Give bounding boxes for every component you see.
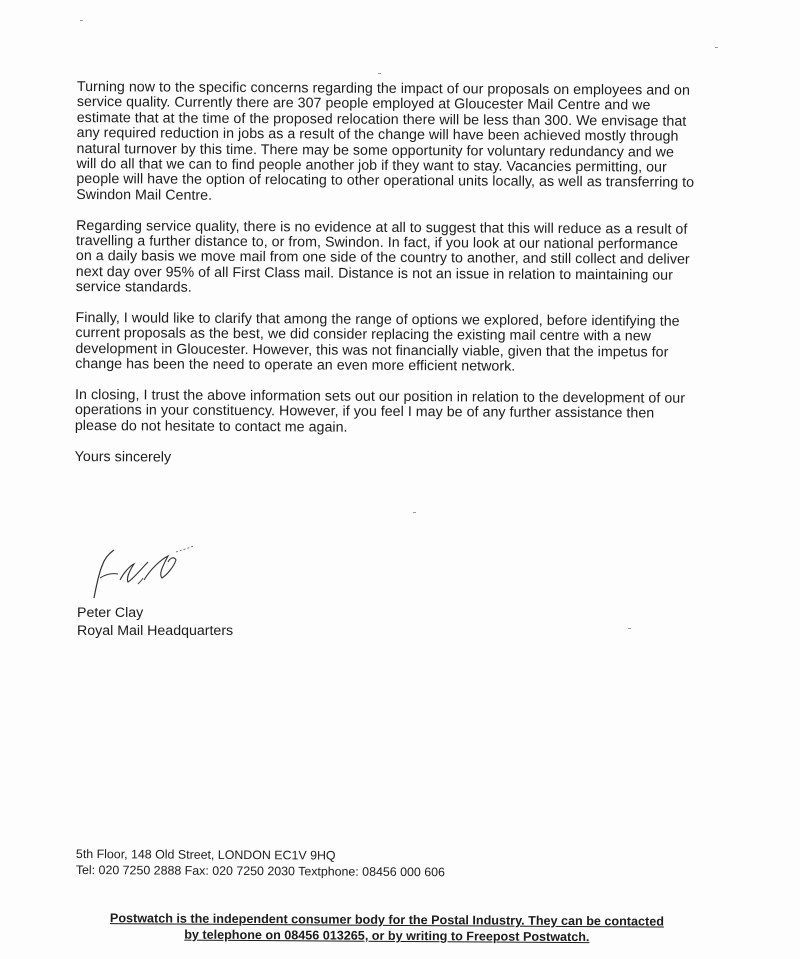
postwatch-note (82, 910, 692, 946)
paragraph-closing: In closing, I trust the above information sets out our position in relation to the development of our operations in your constituency. However, if you feel I may be of any further assistance then please do not hesitate to contact me again. (74, 387, 686, 436)
paragraph-options: Finally, I would like to clarify that among the range of options we explored, before identifying the current proposals as the best, we did consider replacing the existing mail centre with a new development in Gloucester. However, this was not financially viable, given that the impetus for change has been the need to operate an even more efficient network. (75, 310, 680, 375)
handwritten-signature (80, 540, 200, 602)
postwatch-note-line-2: by telephone on 08456 013265, or by writing to Freepost Postwatch. (184, 927, 590, 945)
paragraph-employees: Turning now to the specific concerns regarding the impact of our proposals on employees and on service quality. Currently there are 307 people employed at Gloucester Mail Centre and we estimate that at the time of the proposed relocation there will be less than 300. We envisage that any required reduction in jobs as a result of the change will have been achieved mostly through natural turnover by this time. There may be some opportunity for voluntary redundancy and we will do all that we can to find people another job if they want to stay. Vacancies permitting, our people will have the option of relocating to other operational units locally, as well as transferring to Swindon Mail Centre. (76, 79, 695, 204)
signer-name: Peter Clay (77, 605, 144, 621)
scan-speck (80, 20, 83, 21)
signer-organisation: Royal Mail Headquarters (77, 623, 234, 639)
footer-contact: Tel: 020 7250 2888 Fax: 020 7250 2030 Textphone: 08456 000 606 (75, 862, 445, 880)
postwatch-note-line-1: Postwatch is the independent consumer body for the Postal Industry. They can be contacted (109, 911, 664, 929)
scan-speck (413, 512, 416, 513)
signer-block (77, 604, 233, 640)
paragraph-service-quality: Regarding service quality, there is no evidence at all to suggest that this will reduce as a result of travelling a further distance to, or from, Swindon. In fact, if you look at our national performance on a daily basis we move mail from one side of the country to another, and still collect and deliver next day over 95% of all First Class mail. Distance is not an issue in relation to maintaining our service standards. (75, 217, 690, 296)
letter-body (75, 80, 697, 469)
scan-speck (715, 47, 718, 48)
scan-speck (628, 628, 631, 629)
valediction: Yours sincerely (74, 448, 172, 466)
footer-address-block (76, 846, 445, 880)
footer-address: 5th Floor, 148 Old Street, LONDON EC1V 9HQ (75, 847, 336, 863)
scan-speck (378, 73, 381, 74)
